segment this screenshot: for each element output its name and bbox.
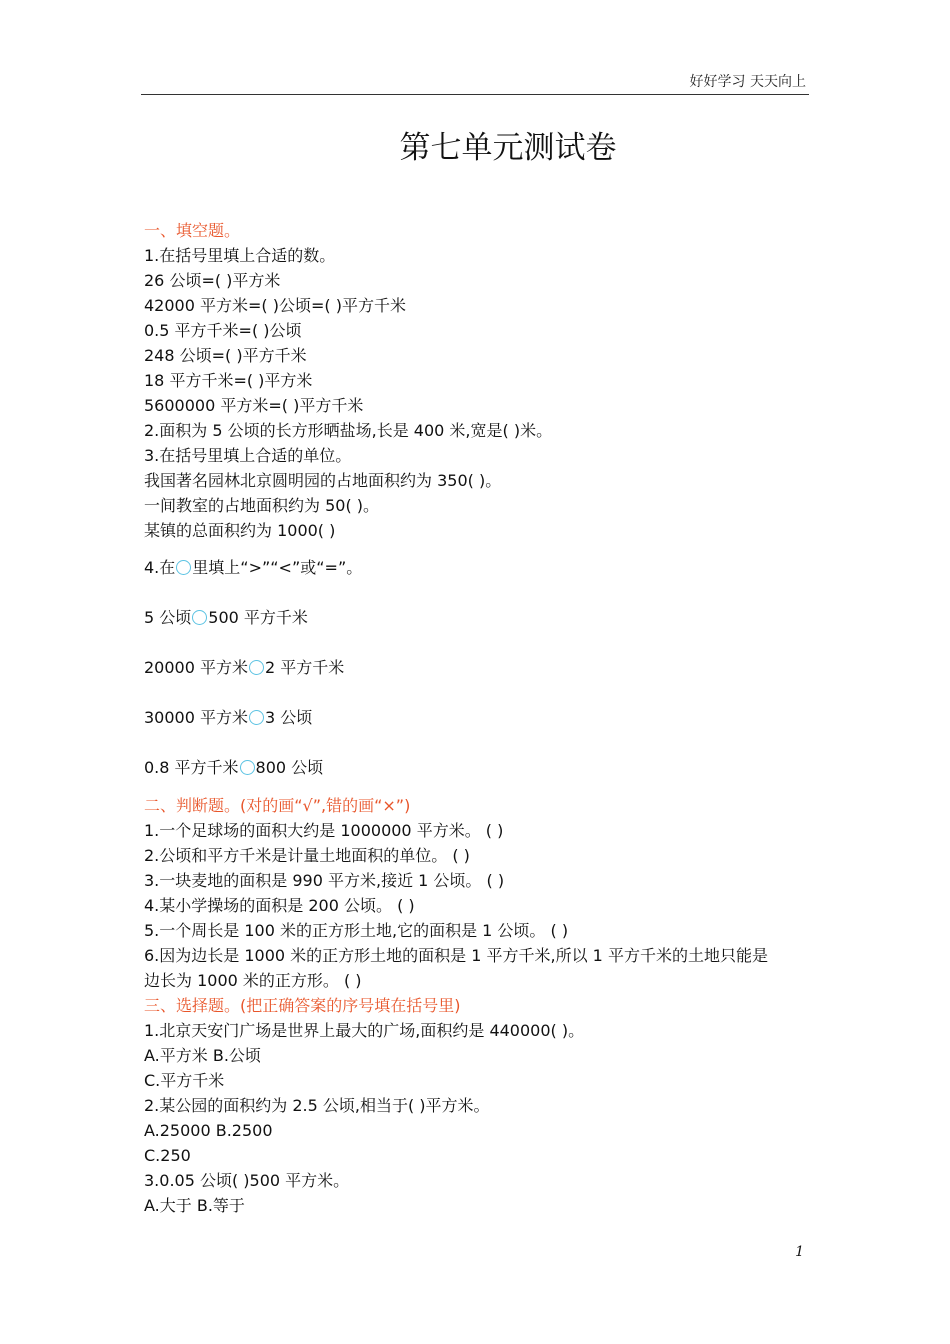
question-line: 1.北京天安门广场是世界上最大的广场,面积约是 440000( )。 xyxy=(144,1021,585,1040)
question-line: 18 平方千米=( )平方米 xyxy=(144,371,313,390)
question-line: 2.面积为 5 公顷的长方形晒盐场,长是 400 米,宽是( )米。 xyxy=(144,421,553,440)
answer-circle-icon[interactable] xyxy=(192,610,207,625)
question-line: 3.在括号里填上合适的单位。 xyxy=(144,446,352,465)
compare-right: 500 平方千米 xyxy=(208,608,308,627)
answer-circle-icon[interactable] xyxy=(176,560,191,575)
question-line xyxy=(144,593,809,643)
compare-left: 0.8 平方千米 xyxy=(144,758,239,777)
compare-right: 3 公顷 xyxy=(265,708,313,727)
question-line xyxy=(144,743,809,793)
question-line: A.大于 B.等于 xyxy=(144,1196,245,1215)
header-slogan: 好好学习 天天向上 xyxy=(689,74,806,90)
question-line: 我国著名园林北京圆明园的占地面积约为 350( )。 xyxy=(144,471,502,490)
question-line: 边长为 1000 米的正方形。 ( ) xyxy=(144,971,362,990)
compare-left: 20000 平方米 xyxy=(144,658,248,677)
section-heading: 二、判断题。(对的画“√”,错的画“×”) xyxy=(144,796,411,815)
page-title: 第七单元测试卷 xyxy=(399,130,617,166)
question-line: 5600000 平方米=( )平方千米 xyxy=(144,396,364,415)
compare-left: 4.在 xyxy=(144,558,176,577)
answer-circle-icon[interactable] xyxy=(249,710,264,725)
section-heading: 一、填空题。 xyxy=(144,221,241,240)
question-line: C.平方千米 xyxy=(144,1071,225,1090)
question-line: A.25000 B.2500 xyxy=(144,1121,273,1140)
question-line: 1.一个足球场的面积大约是 1000000 平方米。 ( ) xyxy=(144,821,504,840)
question-line: A.平方米 B.公顷 xyxy=(144,1046,261,1065)
question-line: 42000 平方米=( )公顷=( )平方千米 xyxy=(144,296,406,315)
question-line: 26 公顷=( )平方米 xyxy=(144,271,281,290)
question-line: 2.公顷和平方千米是计量土地面积的单位。 ( ) xyxy=(144,846,470,865)
question-line: 4.某小学操场的面积是 200 公顷。 ( ) xyxy=(144,896,415,915)
question-line: 一间教室的占地面积约为 50( )。 xyxy=(144,496,380,515)
question-line: C.250 xyxy=(144,1146,191,1165)
question-line xyxy=(144,643,809,693)
section-heading: 三、选择题。(把正确答案的序号填在括号里) xyxy=(144,996,461,1015)
question-line: 248 公顷=( )平方千米 xyxy=(144,346,307,365)
answer-circle-icon[interactable] xyxy=(240,760,255,775)
exam-content xyxy=(144,218,809,1218)
header-divider xyxy=(141,94,809,95)
compare-right: 800 公顷 xyxy=(255,758,324,777)
answer-circle-icon[interactable] xyxy=(249,660,264,675)
question-line: 某镇的总面积约为 1000( ) xyxy=(144,521,336,540)
question-line: 0.5 平方千米=( )公顷 xyxy=(144,321,302,340)
question-line: 3.一块麦地的面积是 990 平方米,接近 1 公顷。 ( ) xyxy=(144,871,505,890)
compare-right: 2 平方千米 xyxy=(265,658,345,677)
question-line: 6.因为边长是 1000 米的正方形土地的面积是 1 平方千米,所以 1 平方千米的土地只能是 xyxy=(144,946,768,965)
question-line: 1.在括号里填上合适的数。 xyxy=(144,246,336,265)
question-line: 5.一个周长是 100 米的正方形土地,它的面积是 1 公顷。 ( ) xyxy=(144,921,569,940)
question-line: 2.某公园的面积约为 2.5 公顷,相当于( )平方米。 xyxy=(144,1096,490,1115)
question-line xyxy=(144,543,809,593)
question-line xyxy=(144,693,809,743)
compare-right: 里填上“>”“<”或“=”。 xyxy=(192,558,363,577)
compare-left: 5 公顷 xyxy=(144,608,192,627)
page-number: 1 xyxy=(795,1244,804,1260)
compare-left: 30000 平方米 xyxy=(144,708,248,727)
question-line: 3.0.05 公顷( )500 平方米。 xyxy=(144,1171,350,1190)
